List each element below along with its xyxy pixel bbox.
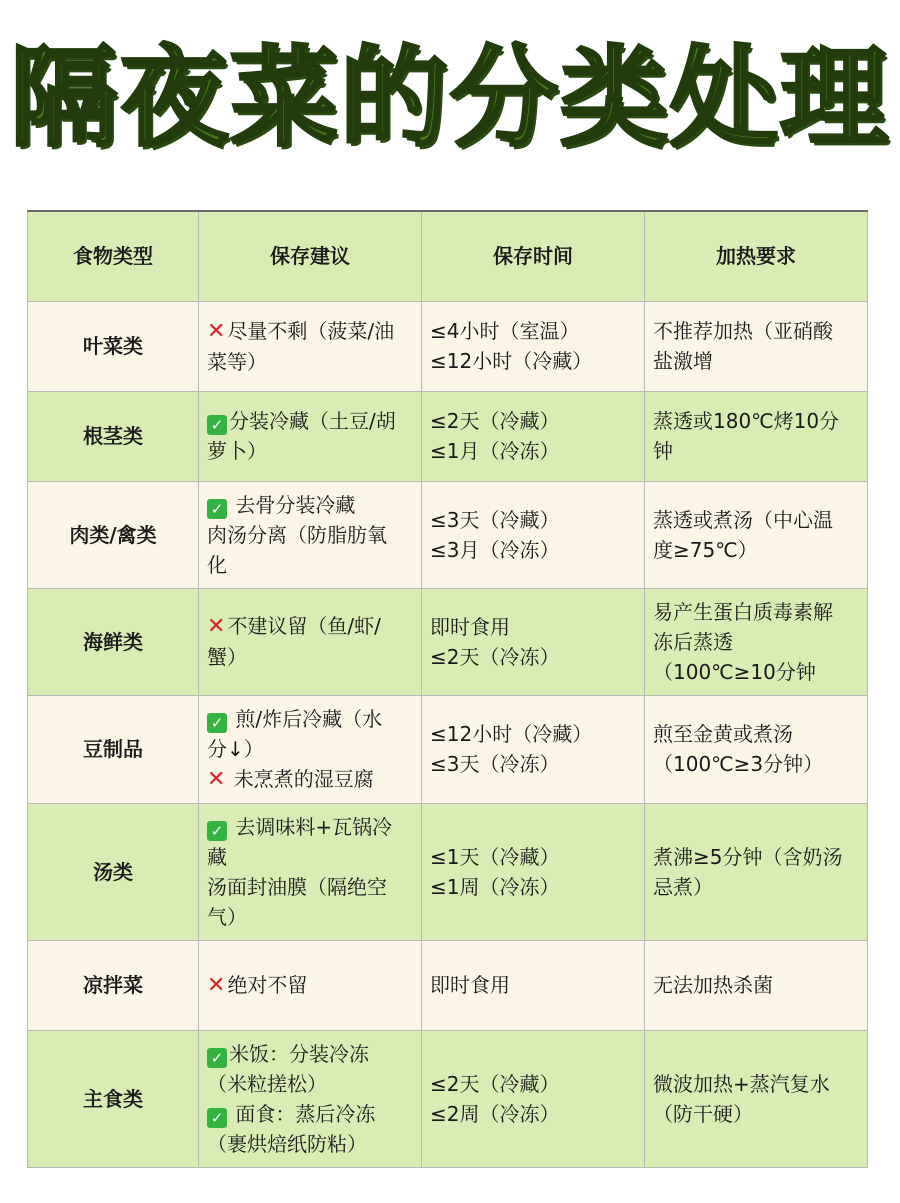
advice-line bbox=[207, 1099, 413, 1129]
advice-line bbox=[207, 436, 413, 466]
heat-line: 易产生蛋白质毒素解 bbox=[653, 599, 833, 624]
table-row bbox=[28, 803, 868, 940]
table-row bbox=[28, 301, 868, 391]
advice-text: 汤面封油膜（隔绝空 bbox=[207, 874, 387, 899]
page-title: 隔夜菜的分类处理 bbox=[9, 35, 890, 161]
food-type-cell: 主食类 bbox=[28, 1030, 199, 1167]
advice-line bbox=[207, 611, 413, 642]
heating-requirement-cell bbox=[645, 301, 868, 391]
advice-line bbox=[207, 902, 413, 932]
time-line: 即时食用 bbox=[430, 973, 510, 997]
storage-time-cell bbox=[422, 588, 645, 695]
advice-line bbox=[207, 704, 413, 734]
check-icon: ✓ bbox=[207, 713, 227, 733]
time-line: ≤2天（冷藏） bbox=[430, 1071, 560, 1096]
heat-line: 冻后蒸透 bbox=[653, 629, 733, 654]
advice-line bbox=[207, 734, 413, 764]
time-line: ≤2天（冷藏） bbox=[430, 409, 560, 433]
storage-time-cell bbox=[422, 301, 645, 391]
advice-line bbox=[207, 872, 413, 902]
advice-line bbox=[207, 764, 413, 795]
time-line: ≤1天（冷藏） bbox=[430, 844, 560, 869]
food-storage-table bbox=[27, 210, 868, 1168]
storage-advice-cell bbox=[199, 588, 422, 695]
food-type-cell: 汤类 bbox=[28, 803, 199, 940]
heating-requirement-cell bbox=[645, 391, 868, 481]
advice-text: （裹烘焙纸防粘） bbox=[207, 1131, 367, 1156]
check-icon: ✓ bbox=[207, 1108, 227, 1128]
storage-time-cell bbox=[422, 481, 645, 588]
storage-time-cell bbox=[422, 940, 645, 1030]
advice-line bbox=[207, 550, 413, 580]
advice-text: 米饭：分装冷冻 bbox=[229, 1041, 369, 1066]
heat-line: 忌煮） bbox=[653, 874, 713, 899]
storage-advice-cell bbox=[199, 391, 422, 481]
heating-requirement-cell bbox=[645, 940, 868, 1030]
check-icon: ✓ bbox=[207, 499, 227, 519]
time-line: ≤1周（冷冻） bbox=[430, 874, 560, 899]
heating-requirement-cell bbox=[645, 588, 868, 695]
advice-line bbox=[207, 842, 413, 872]
heat-line: （100℃≥3分钟） bbox=[653, 752, 824, 776]
heat-line: 蒸透或180℃烤10分 bbox=[653, 409, 840, 433]
time-line: ≤12小时（冷藏） bbox=[430, 349, 593, 373]
cross-icon: ✕ bbox=[207, 318, 226, 344]
heat-line: 微波加热+蒸汽复水 bbox=[653, 1071, 830, 1096]
food-type-cell: 肉类/禽类 bbox=[28, 481, 199, 588]
time-line: ≤3月（冷冻） bbox=[430, 537, 560, 562]
heating-requirement-cell bbox=[645, 695, 868, 803]
advice-text: 萝卜） bbox=[207, 439, 267, 463]
advice-text: 面食：蒸后冷冻 bbox=[229, 1101, 376, 1126]
time-line: ≤12小时（冷藏） bbox=[430, 722, 593, 746]
advice-text: 藏 bbox=[207, 844, 227, 869]
header-food-type: 食物类型 bbox=[28, 211, 199, 301]
advice-text: 蟹） bbox=[207, 645, 247, 669]
storage-advice-cell bbox=[199, 301, 422, 391]
storage-time-cell bbox=[422, 803, 645, 940]
advice-line bbox=[207, 812, 413, 842]
advice-text: 去骨分装冷藏 bbox=[229, 492, 356, 517]
advice-text: 绝对不留 bbox=[227, 972, 308, 997]
advice-text: 肉汤分离（防脂肪氧 bbox=[207, 522, 387, 547]
time-line: ≤2周（冷冻） bbox=[430, 1101, 560, 1126]
storage-time-cell bbox=[422, 391, 645, 481]
table-row bbox=[28, 940, 868, 1030]
table-row bbox=[28, 391, 868, 481]
food-type-cell: 凉拌菜 bbox=[28, 940, 199, 1030]
time-line: ≤1月（冷冻） bbox=[430, 439, 560, 463]
heat-line: 蒸透或煮汤（中心温 bbox=[653, 507, 833, 532]
advice-line bbox=[207, 1069, 413, 1099]
heat-line: 无法加热杀菌 bbox=[653, 973, 773, 997]
food-type-cell: 海鲜类 bbox=[28, 588, 199, 695]
heat-line: （100℃≥10分钟 bbox=[653, 659, 816, 684]
storage-advice-cell bbox=[199, 803, 422, 940]
table-header-row bbox=[28, 211, 868, 301]
advice-text: 气） bbox=[207, 904, 247, 929]
table-row bbox=[28, 481, 868, 588]
advice-text: 分装冷藏（土豆/胡 bbox=[229, 409, 396, 433]
advice-line bbox=[207, 316, 413, 347]
heat-line: 度≥75℃） bbox=[653, 537, 758, 562]
check-icon: ✓ bbox=[207, 415, 227, 435]
storage-time-cell bbox=[422, 1030, 645, 1167]
heating-requirement-cell bbox=[645, 1030, 868, 1167]
check-icon: ✓ bbox=[207, 821, 227, 841]
heat-line: 煮沸≥5分钟（含奶汤 bbox=[653, 844, 843, 869]
advice-text: 化 bbox=[207, 552, 227, 577]
cross-icon: ✕ bbox=[207, 766, 226, 792]
heat-line: 盐激增 bbox=[653, 349, 713, 373]
heating-requirement-cell bbox=[645, 803, 868, 940]
storage-time-cell bbox=[422, 695, 645, 803]
heating-requirement-cell bbox=[645, 481, 868, 588]
advice-text: 未烹煮的湿豆腐 bbox=[227, 766, 374, 791]
time-line: ≤4小时（室温） bbox=[430, 319, 580, 343]
advice-line bbox=[207, 1039, 413, 1069]
heat-line: 不推荐加热（亚硝酸 bbox=[653, 319, 833, 343]
header-heating-requirement: 加热要求 bbox=[645, 211, 868, 301]
heat-line: （防干硬） bbox=[653, 1101, 753, 1126]
advice-text: 尽量不剩（菠菜/油 bbox=[227, 318, 395, 343]
cross-icon: ✕ bbox=[207, 614, 226, 639]
advice-text: 不建议留（鱼/虾/ bbox=[227, 614, 381, 638]
advice-line bbox=[207, 642, 413, 672]
advice-line bbox=[207, 406, 413, 436]
table-row bbox=[28, 1030, 868, 1167]
table-row bbox=[28, 588, 868, 695]
storage-advice-cell bbox=[199, 695, 422, 803]
header-storage-advice: 保存建议 bbox=[199, 211, 422, 301]
advice-text: 菜等） bbox=[207, 349, 267, 374]
storage-advice-cell bbox=[199, 481, 422, 588]
time-line: ≤3天（冷冻） bbox=[430, 752, 560, 776]
advice-text: 煎/炸后冷藏（水 bbox=[229, 706, 383, 731]
advice-text: （米粒搓松） bbox=[207, 1071, 327, 1096]
advice-line bbox=[207, 520, 413, 550]
time-line: ≤3天（冷藏） bbox=[430, 507, 560, 532]
advice-line bbox=[207, 490, 413, 520]
time-line: ≤2天（冷冻） bbox=[430, 644, 560, 669]
advice-text: 分↓） bbox=[207, 736, 264, 761]
food-type-cell: 叶菜类 bbox=[28, 301, 199, 391]
food-type-cell: 根茎类 bbox=[28, 391, 199, 481]
food-type-cell: 豆制品 bbox=[28, 695, 199, 803]
storage-advice-cell bbox=[199, 940, 422, 1030]
time-line: 即时食用 bbox=[430, 614, 510, 639]
cross-icon: ✕ bbox=[207, 972, 226, 998]
check-icon: ✓ bbox=[207, 1048, 227, 1068]
heat-line: 煎至金黄或煮汤 bbox=[653, 722, 793, 746]
storage-advice-cell bbox=[199, 1030, 422, 1167]
advice-line bbox=[207, 347, 413, 377]
advice-text: 去调味料+瓦锅冷 bbox=[229, 814, 393, 839]
header-storage-time: 保存时间 bbox=[422, 211, 645, 301]
advice-line bbox=[207, 1129, 413, 1159]
advice-line bbox=[207, 970, 413, 1001]
table-row bbox=[28, 695, 868, 803]
heat-line: 钟 bbox=[653, 439, 673, 463]
